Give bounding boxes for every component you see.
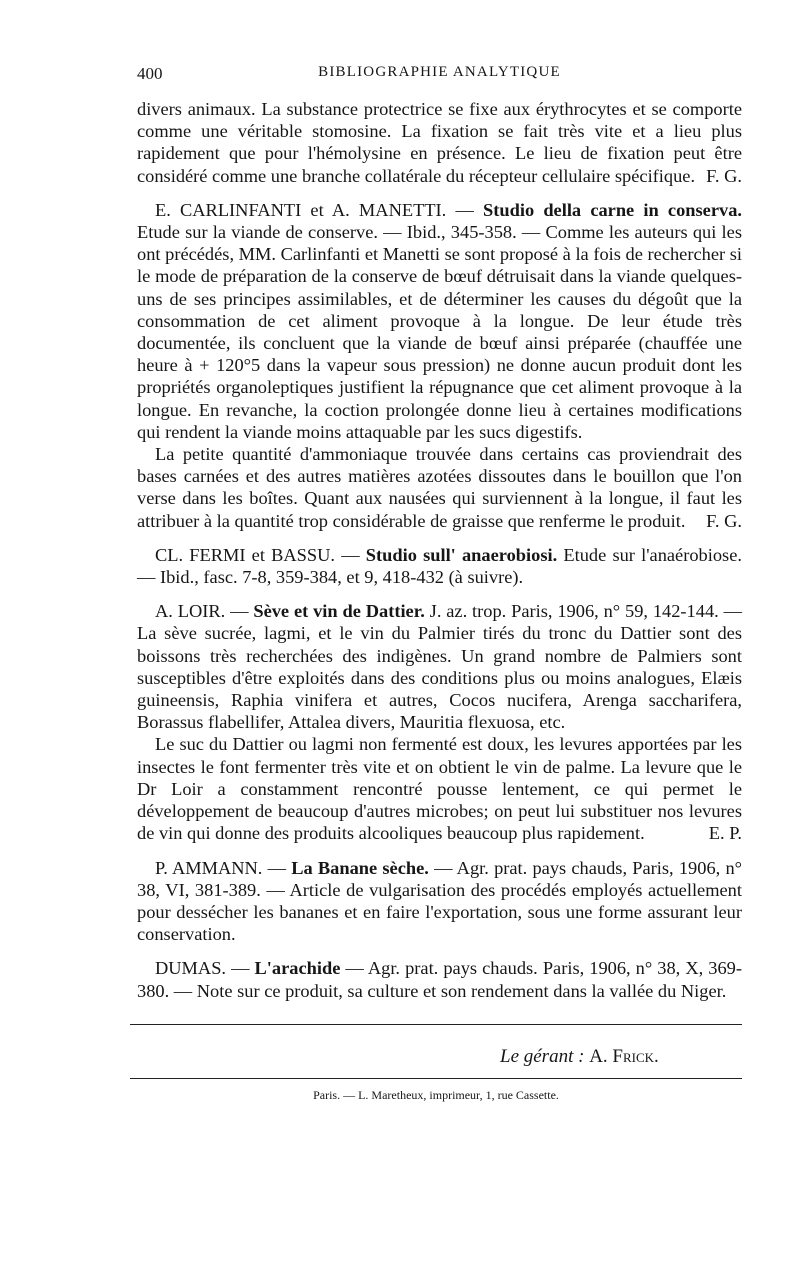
divider-bottom [130,1078,742,1079]
gerant-name: A. Frick. [589,1046,659,1067]
gerant-line [500,1046,659,1068]
printer-imprint: Paris. — L. Maretheux, imprimeur, 1, rue Cassette. [313,1088,559,1102]
entry-title: L'arachide [254,958,341,979]
entry-title: La Banane sèche. [291,857,429,878]
entry-carlinfanti-continued: La petite quantité d'ammoniaque trouvée dans certains cas proviendrait des bases carnées et des autres matières azotées dissoutes dans le bouillon que l'on verse dans les boîtes. Quant aux nausées qui surviennent à la longue, il faut les attribuer à la quantité trop considérable de graisse que renferme le produit. F. G. [137,444,742,531]
page-number: 400 [137,64,163,83]
entry-authors: CL. FERMI et BASSU. — [155,544,360,565]
entry-title: Studio sull' anaerobiosi. [365,544,558,565]
entry-authors: A. LOIR. — [155,601,249,622]
entry-loir-continued: Le suc du Dattier ou lagmi non fermenté est doux, les levures apportées par les insectes le font fermenter très vite et on obtient le vin de palme. La levure que le Dr Loir a constamment rencontré pousse lentement, ce qui permet le développement de beaucoup d'autres microbes; on peut lui substituer nos levures de vin qui donne des produits alcooliques beaucoup plus rapidement. E. P. [137,734,742,844]
running-title: BIBLIOGRAPHIE ANALYTIQUE [318,64,561,80]
divider-top [130,1024,742,1025]
entry-title: Sève et vin de Dattier. [253,601,425,622]
page-header [137,64,742,88]
entry-authors: DUMAS. — [155,958,250,979]
entry-authors: E. CARLINFANTI et A. MANETTI. — [155,199,474,220]
paragraph-continued: divers animaux. La substance protectrice se fixe aux érythrocytes et se comporte comme une véritable stomosine. La fixation se fait très vite et a lieu plus rapidement que pour l'hémolysine en présence. Le lieu de fixation peut être considéré comme une branche collatérale du récepteur cellulaire spécifique. F. G. [137,99,742,186]
entry-ammann: P. AMMANN. — La Banane sèche. — Agr. prat. pays chauds, Paris, 1906, n° 38, VI, 381-389. — Article de vulgarisation des procédés employés actuellement pour dessécher les bananes et en faire l'exportation, sous une forme assurant leur conservation. [137,857,742,945]
entry-dumas: DUMAS. — L'arachide — Agr. prat. pays chauds. Paris, 1906, n° 38, X, 369-380. — Note sur ce produit, sa culture et son rendement dans la vallée du Niger. [137,958,742,1001]
entry-loir: A. LOIR. — Sève et vin de Dattier. J. az. trop. Paris, 1906, n° 59, 142-144. — La sève sucrée, lagmi, et le vin du Palmier tirés du tronc du Dattier sont des boissons très recherchées des indigènes. Un grand nombre de Palmiers sont susceptibles d'être exploités dans des conditions plus ou moins analogues, Elæis guineensis, Raphia vinifera et autres, Cocos nucifera, Arenga saccharifera, Borassus flabellifer, Attalea divers, Mauritia flexuosa, etc. [137,601,742,733]
signature: F. G. [706,165,742,186]
signature: F. G. [706,510,742,531]
entry-authors: P. AMMANN. — [155,857,287,878]
entry-fermi: CL. FERMI et BASSU. — Studio sull' anaerobiosi. Etude sur l'anaérobiose. — Ibid., fasc. 7-8, 359-384, et 9, 418-432 (à suivre). [137,544,742,588]
signature: E. P. [708,823,742,844]
entry-title: Studio della carne in conserva. [483,199,742,220]
entry-carlinfanti: E. CARLINFANTI et A. MANETTI. — Studio della carne in conserva. Etude sur la viande de conserve. — Ibid., 345-358. — Comme les auteurs qui les ont précédés, MM. Carlinfanti et Manetti se sont proposé à la fois de rechercher si le mode de préparation de la conserve de bœuf détruisait dans la viande quelques-uns de ses principes assimilables, et de déterminer les causes du dégoût que la consommation de cet aliment provoque à la longue. De leur étude très documentée, ils concluent que la viande de bœuf ainsi préparée (chauffée une heure à + 120°5 dans la vapeur sous pression) ne donne aucun produit dont les propriétés organoleptiques justifient la répugnance que cet aliment provoque à la longue. En revanche, la coction prolongée donne lieu à certaines modifications qui rendent la viande moins attaquable par les sucs digestifs. [137,199,742,442]
gerant-label: Le gérant : [500,1046,585,1067]
article-body [137,98,742,1002]
